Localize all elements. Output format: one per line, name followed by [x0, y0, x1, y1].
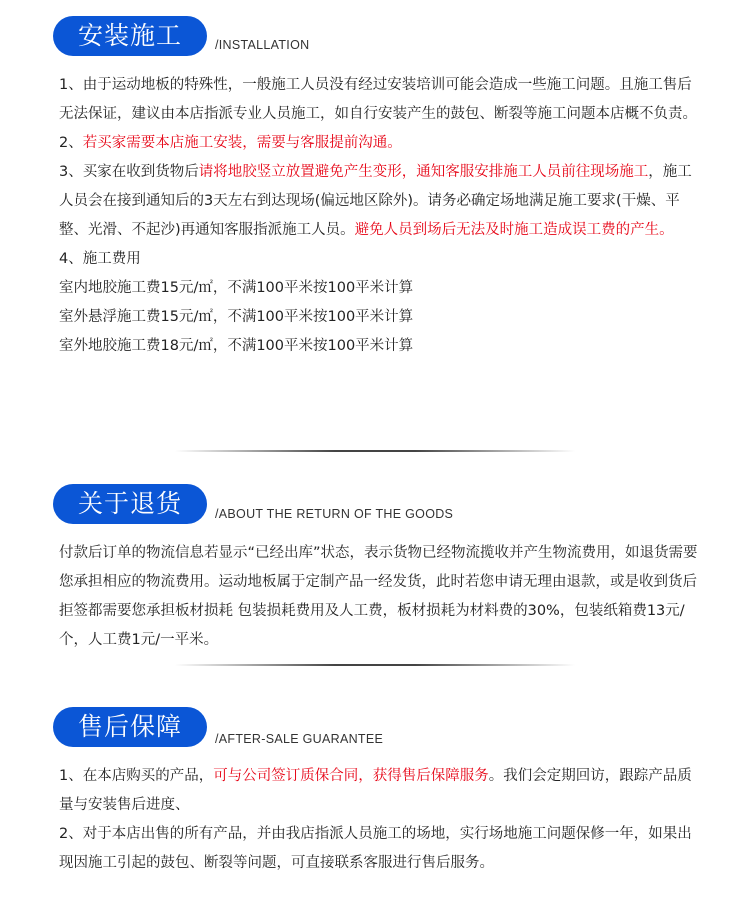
fee-line-2: 室外悬浮施工费15元/㎡，不满100平米按100平米计算 [59, 309, 414, 325]
installation-paragraph-2-prefix: 2、 [59, 135, 83, 151]
returns-title: 关于退货 [53, 484, 207, 524]
returns-body [59, 539, 699, 655]
installation-paragraph-2 [59, 129, 699, 158]
aftersale-paragraph-1-text-b: 。我们会定期回访，跟踪产品质量与安装售后进度、 [59, 768, 692, 813]
installation-subtitle: /INSTALLATION [215, 38, 310, 52]
returns-subtitle: /ABOUT THE RETURN OF THE GOODS [215, 507, 454, 521]
installation-paragraph-3-text-a: 3、买家在收到货物后 [59, 164, 199, 180]
installation-paragraph-4: 4、施工费用 [59, 251, 141, 267]
aftersale-body [59, 762, 699, 878]
installation-body [59, 71, 699, 361]
installation-paragraph-1: 1、由于运动地板的特殊性，一般施工人员没有经过安装培训可能会造成一些施工问题。且施工售后无法保证，建议由本店指派专业人员施工，如自行安装产生的鼓包、断裂等施工问题本店概不负责。 [59, 77, 697, 122]
aftersale-paragraph-2: 2、对于本店出售的所有产品，并由我店指派人员施工的场地，实行场地施工问题保修一年，如果出现因施工引起的鼓包、断裂等问题，可直接联系客服进行售后服务。 [59, 826, 692, 871]
installation-paragraph-3-text-b: ，施工人员会在接到通知后的3天左右到达现场(偏远地区除外)。请务必确定场地满足施工要求(干燥、平整、光滑、不起沙)再通知客服指派施工人员。 [59, 164, 692, 238]
fee-line-3: 室外地胶施工费18元/㎡，不满100平米按100平米计算 [59, 338, 414, 354]
section-divider-1 [175, 450, 575, 452]
installation-paragraph-2-highlight: 若买家需要本店施工安装，需要与客服提前沟通。 [82, 135, 402, 151]
aftersale-paragraph-1-highlight: 可与公司签订质保合同，获得售后保障服务 [213, 768, 489, 784]
fee-line-1: 室内地胶施工费15元/㎡，不满100平米按100平米计算 [59, 280, 414, 296]
installation-title: 安装施工 [53, 16, 207, 56]
returns-paragraph: 付款后订单的物流信息若显示“已经出库”状态，表示货物已经物流揽收并产生物流费用，如退货需要您承担相应的物流费用。运动地板属于定制产品一经发货，此时若您申请无理由退款，或是收到货后拒签都需要您承担板材损耗 包装损耗费用及人工费，板材损耗为材料费的30%，包装纸箱费13元/个，人工费1元/一平米。 [59, 545, 698, 648]
aftersale-paragraph-1-text-a: 1、在本店购买的产品， [59, 768, 214, 784]
section-divider-2 [175, 664, 575, 666]
installation-paragraph-3 [59, 158, 699, 245]
installation-paragraph-3-highlight-2: 避免人员到场后无法及时施工造成误工费的产生。 [354, 222, 674, 238]
aftersale-title: 售后保障 [53, 707, 207, 747]
aftersale-subtitle: /AFTER-SALE GUARANTEE [215, 732, 384, 746]
installation-paragraph-3-highlight-1: 请将地胶竖立放置避免产生变形，通知客服安排施工人员前往现场施工 [198, 164, 649, 180]
aftersale-paragraph-1 [59, 762, 699, 820]
